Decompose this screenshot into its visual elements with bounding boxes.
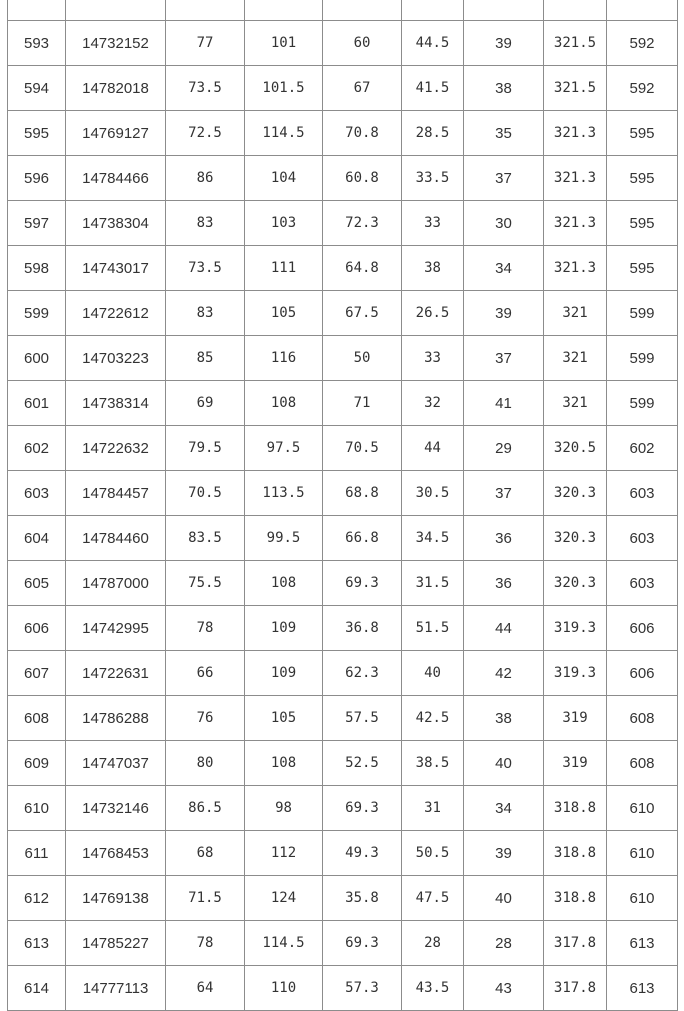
cell-score-b: 112	[245, 831, 323, 876]
cell-score-d: 30.5	[402, 471, 464, 516]
cell-score-c: 70.5	[323, 426, 402, 471]
cell-student-id: 14732152	[66, 21, 166, 66]
cell-score-b: 124	[245, 876, 323, 921]
cell-tied-rank: 606	[607, 651, 678, 696]
cell-score-b: 108	[245, 381, 323, 426]
table-row	[8, 291, 678, 336]
cell-total: 321.3	[544, 156, 607, 201]
cell-score-d: 41.5	[402, 66, 464, 111]
cell-score-a: 86.5	[166, 786, 245, 831]
cell-total: 319	[544, 696, 607, 741]
cell-tied-rank: 610	[607, 786, 678, 831]
cell-score-b: 110	[245, 966, 323, 1011]
cell-rank: 602	[8, 426, 66, 471]
table-row	[8, 966, 678, 1011]
cell-score-c: 67.5	[323, 291, 402, 336]
cell-tied-rank: 610	[607, 831, 678, 876]
cell-score-e: 35	[464, 111, 544, 156]
cell-score-b: 108	[245, 741, 323, 786]
cell-score-d: 31.5	[402, 561, 464, 606]
cell-total: 317.8	[544, 966, 607, 1011]
cell-score-d: 50.5	[402, 831, 464, 876]
cell-score-d: 34.5	[402, 516, 464, 561]
cell-rank: 610	[8, 786, 66, 831]
cell-tied-rank: 613	[607, 966, 678, 1011]
cell-rank: 612	[8, 876, 66, 921]
cell-score-d	[402, 0, 464, 21]
cell-rank: 609	[8, 741, 66, 786]
cell-rank: 613	[8, 921, 66, 966]
cell-score-b: 114.5	[245, 111, 323, 156]
cell-total: 320.5	[544, 426, 607, 471]
cell-total: 320.3	[544, 561, 607, 606]
cell-student-id: 14787000	[66, 561, 166, 606]
table-row	[8, 66, 678, 111]
cell-score-e: 34	[464, 246, 544, 291]
cell-score-b: 111	[245, 246, 323, 291]
cell-tied-rank: 602	[607, 426, 678, 471]
cell-score-e	[464, 0, 544, 21]
cell-score-d: 44	[402, 426, 464, 471]
cell-rank: 594	[8, 66, 66, 111]
cell-student-id: 14742995	[66, 606, 166, 651]
cell-rank: 593	[8, 21, 66, 66]
cell-tied-rank: 599	[607, 336, 678, 381]
cell-score-a: 64	[166, 966, 245, 1011]
cell-rank: 595	[8, 111, 66, 156]
cell-score-a: 70.5	[166, 471, 245, 516]
cell-score-e: 30	[464, 201, 544, 246]
cell-student-id: 14784466	[66, 156, 166, 201]
cell-score-e: 44	[464, 606, 544, 651]
cell-score-e: 36	[464, 516, 544, 561]
cell-score-e: 38	[464, 696, 544, 741]
table-row	[8, 876, 678, 921]
cell-score-c: 66.8	[323, 516, 402, 561]
cell-score-d: 40	[402, 651, 464, 696]
cell-student-id: 14703223	[66, 336, 166, 381]
table-row	[8, 831, 678, 876]
cell-score-c: 60.8	[323, 156, 402, 201]
cell-score-c: 68.8	[323, 471, 402, 516]
cell-score-d: 38	[402, 246, 464, 291]
cell-score-e: 37	[464, 156, 544, 201]
cell-student-id: 14738314	[66, 381, 166, 426]
table-row	[8, 156, 678, 201]
cell-tied-rank: 613	[607, 921, 678, 966]
cell-rank: 596	[8, 156, 66, 201]
cell-student-id	[66, 0, 166, 21]
cell-score-a: 66	[166, 651, 245, 696]
cell-score-e: 39	[464, 21, 544, 66]
cell-score-b: 105	[245, 696, 323, 741]
cell-rank: 600	[8, 336, 66, 381]
cell-score-b: 109	[245, 651, 323, 696]
cell-score-d: 28.5	[402, 111, 464, 156]
cell-score-e: 29	[464, 426, 544, 471]
cell-rank: 598	[8, 246, 66, 291]
cell-total: 319	[544, 741, 607, 786]
cell-tied-rank	[607, 0, 678, 21]
cell-tied-rank: 599	[607, 291, 678, 336]
cell-total: 319.3	[544, 606, 607, 651]
cell-student-id: 14732146	[66, 786, 166, 831]
cell-rank: 608	[8, 696, 66, 741]
cell-rank: 611	[8, 831, 66, 876]
cell-student-id: 14743017	[66, 246, 166, 291]
cell-score-c	[323, 0, 402, 21]
table-row	[8, 651, 678, 696]
cell-score-b: 101.5	[245, 66, 323, 111]
cell-total: 317.8	[544, 921, 607, 966]
cell-total: 321	[544, 336, 607, 381]
table-row	[8, 426, 678, 471]
cell-tied-rank: 595	[607, 111, 678, 156]
cell-score-a: 85	[166, 336, 245, 381]
cell-score-c: 64.8	[323, 246, 402, 291]
cell-score-d: 51.5	[402, 606, 464, 651]
cell-score-e: 43	[464, 966, 544, 1011]
cell-score-c: 71	[323, 381, 402, 426]
cell-score-d: 28	[402, 921, 464, 966]
cell-score-d: 31	[402, 786, 464, 831]
cell-score-a: 83	[166, 201, 245, 246]
cell-student-id: 14784460	[66, 516, 166, 561]
cell-score-c: 35.8	[323, 876, 402, 921]
cell-score-c: 69.3	[323, 561, 402, 606]
cell-score-d: 47.5	[402, 876, 464, 921]
cell-student-id: 14722632	[66, 426, 166, 471]
table-row	[8, 0, 678, 21]
cell-score-b: 103	[245, 201, 323, 246]
cell-student-id: 14769138	[66, 876, 166, 921]
cell-student-id: 14777113	[66, 966, 166, 1011]
cell-score-b	[245, 0, 323, 21]
cell-rank: 601	[8, 381, 66, 426]
table-row	[8, 111, 678, 156]
cell-student-id: 14786288	[66, 696, 166, 741]
cell-score-e: 37	[464, 336, 544, 381]
cell-score-d: 43.5	[402, 966, 464, 1011]
table-row	[8, 786, 678, 831]
cell-tied-rank: 595	[607, 246, 678, 291]
cell-total: 318.8	[544, 876, 607, 921]
cell-score-c: 36.8	[323, 606, 402, 651]
table-row	[8, 921, 678, 966]
cell-rank: 597	[8, 201, 66, 246]
cell-tied-rank: 592	[607, 66, 678, 111]
cell-tied-rank: 595	[607, 156, 678, 201]
cell-total: 321.3	[544, 201, 607, 246]
cell-rank: 603	[8, 471, 66, 516]
cell-total: 321.3	[544, 246, 607, 291]
table-row	[8, 741, 678, 786]
cell-rank: 606	[8, 606, 66, 651]
cell-student-id: 14785227	[66, 921, 166, 966]
cell-score-a: 83	[166, 291, 245, 336]
cell-score-d: 33	[402, 336, 464, 381]
cell-score-b: 109	[245, 606, 323, 651]
cell-student-id: 14722612	[66, 291, 166, 336]
table-body	[8, 0, 678, 1011]
cell-score-e: 39	[464, 291, 544, 336]
cell-tied-rank: 592	[607, 21, 678, 66]
cell-score-a: 80	[166, 741, 245, 786]
cell-score-d: 38.5	[402, 741, 464, 786]
cell-score-a: 79.5	[166, 426, 245, 471]
table-row	[8, 21, 678, 66]
cell-score-e: 38	[464, 66, 544, 111]
score-table	[7, 0, 678, 1011]
cell-score-c: 72.3	[323, 201, 402, 246]
cell-score-b: 113.5	[245, 471, 323, 516]
cell-score-a: 78	[166, 606, 245, 651]
cell-score-c: 57.3	[323, 966, 402, 1011]
cell-score-d: 33	[402, 201, 464, 246]
cell-total: 319.3	[544, 651, 607, 696]
cell-score-b: 104	[245, 156, 323, 201]
cell-score-c: 62.3	[323, 651, 402, 696]
cell-student-id: 14782018	[66, 66, 166, 111]
cell-rank: 614	[8, 966, 66, 1011]
cell-score-a: 68	[166, 831, 245, 876]
cell-tied-rank: 595	[607, 201, 678, 246]
cell-total: 321	[544, 381, 607, 426]
cell-score-a: 83.5	[166, 516, 245, 561]
cell-score-d: 44.5	[402, 21, 464, 66]
cell-rank: 604	[8, 516, 66, 561]
cell-total	[544, 0, 607, 21]
cell-student-id: 14738304	[66, 201, 166, 246]
cell-score-b: 99.5	[245, 516, 323, 561]
cell-student-id: 14784457	[66, 471, 166, 516]
table-row	[8, 201, 678, 246]
cell-score-a: 77	[166, 21, 245, 66]
cell-score-a: 75.5	[166, 561, 245, 606]
cell-score-c: 52.5	[323, 741, 402, 786]
cell-score-c: 69.3	[323, 921, 402, 966]
cell-score-e: 34	[464, 786, 544, 831]
cell-score-e: 28	[464, 921, 544, 966]
table-row	[8, 516, 678, 561]
cell-score-b: 105	[245, 291, 323, 336]
cell-tied-rank: 608	[607, 696, 678, 741]
cell-score-a: 76	[166, 696, 245, 741]
cell-score-a: 86	[166, 156, 245, 201]
cell-rank: 599	[8, 291, 66, 336]
cell-score-a: 78	[166, 921, 245, 966]
cell-score-d: 32	[402, 381, 464, 426]
cell-score-a	[166, 0, 245, 21]
cell-score-a: 69	[166, 381, 245, 426]
cell-tied-rank: 599	[607, 381, 678, 426]
cell-score-b: 101	[245, 21, 323, 66]
cell-rank: 605	[8, 561, 66, 606]
cell-score-a: 73.5	[166, 246, 245, 291]
cell-rank	[8, 0, 66, 21]
cell-total: 320.3	[544, 471, 607, 516]
cell-tied-rank: 608	[607, 741, 678, 786]
cell-score-c: 70.8	[323, 111, 402, 156]
cell-score-c: 67	[323, 66, 402, 111]
cell-score-c: 69.3	[323, 786, 402, 831]
cell-score-b: 108	[245, 561, 323, 606]
table-row	[8, 606, 678, 651]
cell-score-d: 26.5	[402, 291, 464, 336]
cell-score-e: 39	[464, 831, 544, 876]
table-row	[8, 561, 678, 606]
table-row	[8, 381, 678, 426]
cell-student-id: 14747037	[66, 741, 166, 786]
cell-total: 318.8	[544, 786, 607, 831]
cell-score-e: 37	[464, 471, 544, 516]
cell-score-e: 40	[464, 741, 544, 786]
cell-score-c: 60	[323, 21, 402, 66]
cell-score-b: 116	[245, 336, 323, 381]
cell-student-id: 14722631	[66, 651, 166, 696]
cell-total: 321.3	[544, 111, 607, 156]
cell-score-e: 36	[464, 561, 544, 606]
cell-rank: 607	[8, 651, 66, 696]
cell-tied-rank: 603	[607, 561, 678, 606]
cell-total: 321.5	[544, 66, 607, 111]
cell-score-e: 40	[464, 876, 544, 921]
cell-score-d: 42.5	[402, 696, 464, 741]
cell-score-c: 49.3	[323, 831, 402, 876]
cell-score-a: 71.5	[166, 876, 245, 921]
table-row	[8, 696, 678, 741]
cell-total: 320.3	[544, 516, 607, 561]
cell-score-a: 73.5	[166, 66, 245, 111]
table-row	[8, 246, 678, 291]
cell-tied-rank: 603	[607, 516, 678, 561]
cell-tied-rank: 606	[607, 606, 678, 651]
cell-student-id: 14769127	[66, 111, 166, 156]
table-row	[8, 336, 678, 381]
cell-score-b: 97.5	[245, 426, 323, 471]
cell-tied-rank: 610	[607, 876, 678, 921]
cell-tied-rank: 603	[607, 471, 678, 516]
cell-student-id: 14768453	[66, 831, 166, 876]
cell-score-e: 42	[464, 651, 544, 696]
cell-score-d: 33.5	[402, 156, 464, 201]
cell-score-b: 98	[245, 786, 323, 831]
cell-score-b: 114.5	[245, 921, 323, 966]
cell-score-c: 57.5	[323, 696, 402, 741]
cell-total: 321	[544, 291, 607, 336]
table-row	[8, 471, 678, 516]
cell-total: 318.8	[544, 831, 607, 876]
cell-score-c: 50	[323, 336, 402, 381]
cell-score-a: 72.5	[166, 111, 245, 156]
cell-total: 321.5	[544, 21, 607, 66]
cell-score-e: 41	[464, 381, 544, 426]
